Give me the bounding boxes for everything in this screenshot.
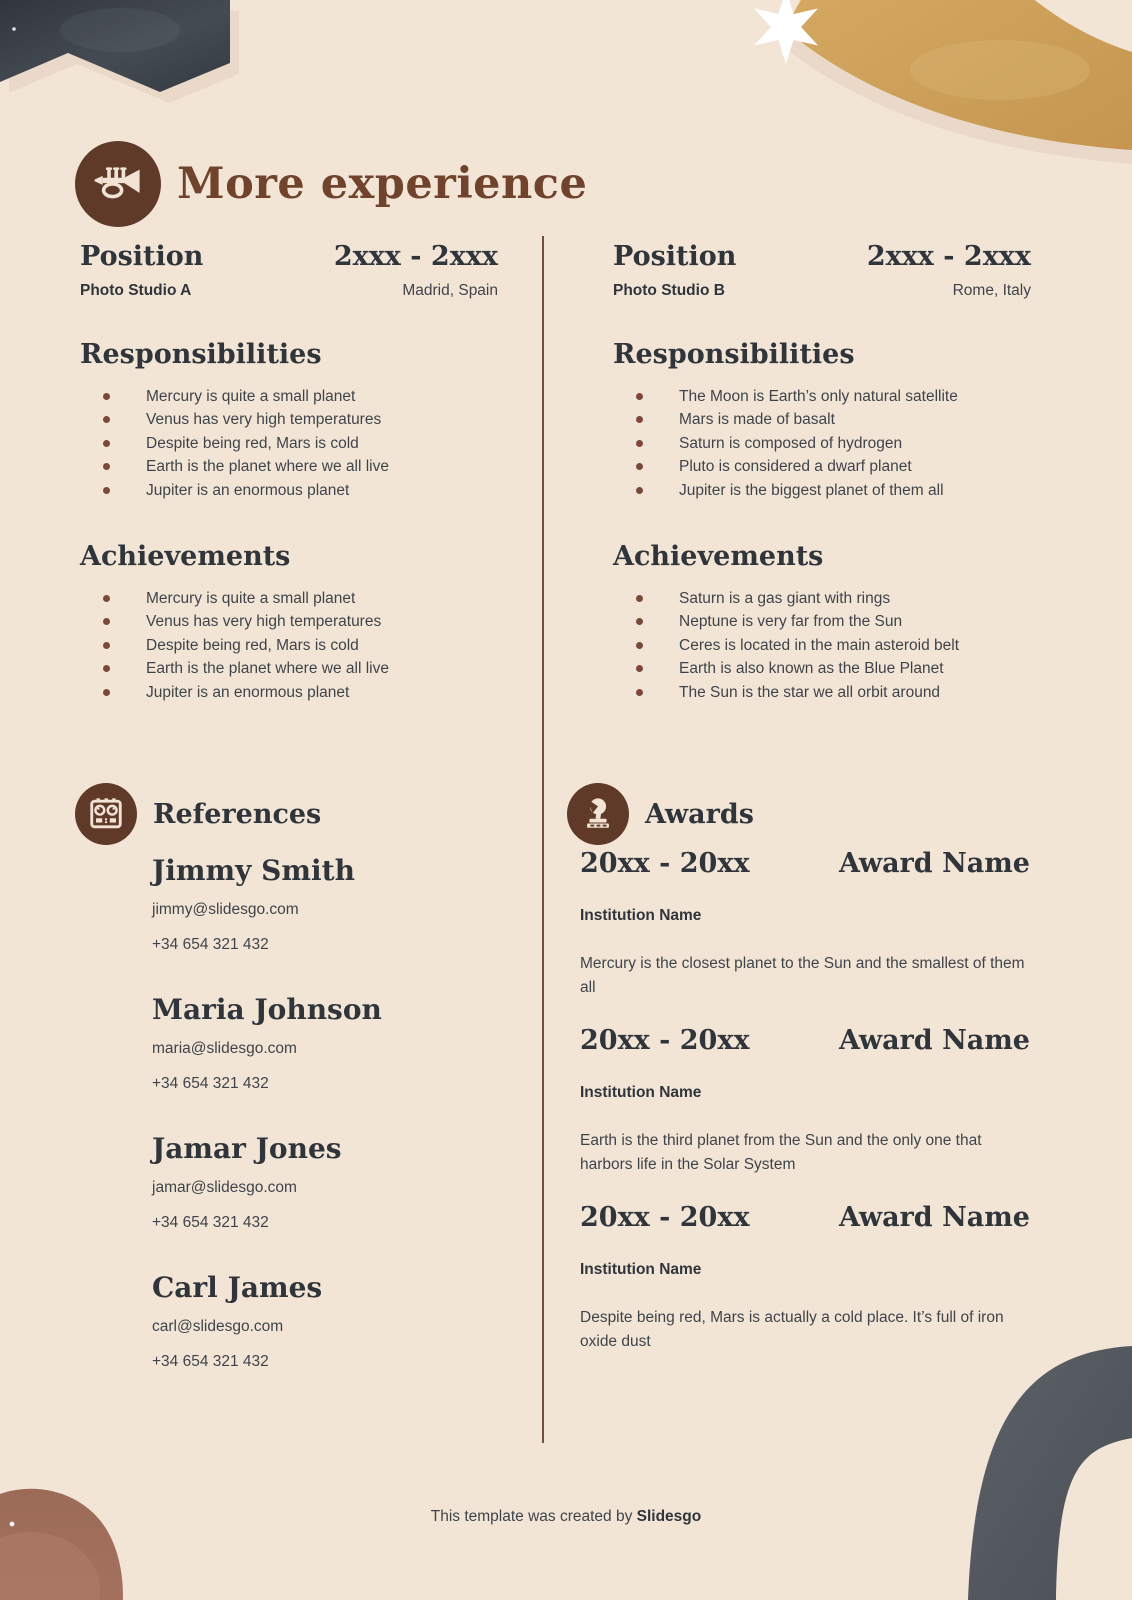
list-item	[613, 455, 1031, 478]
footer-text: This template was created by	[430, 1508, 637, 1525]
responsibilities-list	[80, 385, 498, 502]
bullet-icon	[636, 595, 643, 602]
award-institution: Institution Name	[580, 907, 702, 924]
bullet-text: Mercury is quite a small planet	[146, 388, 356, 405]
bullet-text: The Sun is the star we all orbit around	[679, 683, 941, 701]
responsibilities-heading: Responsibilities	[80, 339, 322, 370]
award-description: Mercury is the closest planet to the Sun and the smallest of them all	[580, 955, 1025, 996]
gold-swoosh-shadow	[778, 0, 1132, 164]
reference-phone: +34 654 321 432	[152, 1353, 269, 1370]
position-heading: Position	[80, 241, 204, 272]
achievements-list	[80, 587, 498, 704]
list-item	[80, 408, 498, 431]
reference-name: Carl James	[152, 1271, 323, 1304]
reference-email: carl@slidesgo.com	[152, 1318, 284, 1335]
bullet-icon	[103, 487, 110, 494]
column-divider	[542, 236, 544, 1443]
awards-icon-circle	[567, 783, 629, 845]
awards-section	[567, 783, 1030, 1378]
reference-phone: +34 654 321 432	[152, 1075, 269, 1092]
list-item	[80, 681, 498, 704]
reference-name: Jimmy Smith	[152, 854, 355, 887]
company-name: Photo Studio B	[613, 282, 725, 299]
reference-email: jimmy@slidesgo.com	[152, 901, 299, 918]
bullet-text: Jupiter is the biggest planet of them all	[679, 481, 944, 499]
award-entry	[580, 847, 1030, 1000]
bullet-text: Earth is the planet where we all live	[146, 458, 389, 476]
awards-title: Awards	[645, 798, 754, 830]
page-title: More experience	[177, 159, 588, 209]
bullet-text: Despite being red, Mars is cold	[146, 636, 359, 654]
list-item	[613, 634, 1031, 657]
award-entry	[580, 1201, 1030, 1354]
page-header	[75, 141, 587, 227]
gold-swoosh	[786, 0, 1132, 150]
bullet-icon	[636, 665, 643, 672]
bullet-icon	[636, 487, 643, 494]
responsibilities-heading: Responsibilities	[613, 339, 855, 370]
references-icon-circle	[75, 783, 137, 845]
bullet-text: Saturn is a gas giant with rings	[679, 590, 891, 608]
award-dates: 20xx - 20xx	[580, 1202, 750, 1233]
speck	[12, 27, 16, 31]
responsibilities-list	[613, 385, 1031, 502]
list-item	[80, 657, 498, 680]
position-dates: 2xxx - 2xxx	[866, 241, 1031, 272]
bullet-text: Mercury is quite a small planet	[146, 590, 356, 608]
bullet-icon	[103, 618, 110, 625]
reference-entry	[152, 1132, 505, 1232]
award-description: Earth is the third planet from the Sun and the only one that harbors life in the Solar System	[580, 1132, 982, 1173]
radio-icon	[87, 795, 125, 833]
award-institution: Institution Name	[580, 1261, 702, 1278]
list-item	[80, 587, 498, 610]
gramophone-icon	[579, 795, 617, 833]
bullet-text: Despite being red, Mars is cold	[146, 434, 359, 452]
award-dates: 20xx - 20xx	[580, 848, 750, 879]
award-dates: 20xx - 20xx	[580, 1025, 750, 1056]
position-heading: Position	[613, 241, 737, 272]
list-item	[613, 587, 1031, 610]
experience-column-b	[613, 240, 1031, 704]
achievements-list	[613, 587, 1031, 704]
list-item	[613, 479, 1031, 502]
reference-email: maria@slidesgo.com	[152, 1040, 297, 1057]
bullet-icon	[103, 416, 110, 423]
bullet-text: Venus has very high temperatures	[146, 411, 382, 429]
dark-texture	[60, 8, 180, 52]
bullet-icon	[103, 642, 110, 649]
slate-curve-shape	[968, 1346, 1132, 1600]
award-name: Award Name	[838, 1025, 1030, 1056]
list-item	[613, 408, 1031, 431]
bullet-icon	[636, 393, 643, 400]
references-section	[75, 783, 505, 1410]
bullet-icon	[103, 393, 110, 400]
reference-email: jamar@slidesgo.com	[152, 1179, 297, 1196]
award-entry	[580, 1024, 1030, 1177]
header-icon-circle	[75, 141, 161, 227]
references-title: References	[153, 798, 322, 830]
bullet-text: Earth is the planet where we all live	[146, 660, 389, 678]
experience-column-a	[80, 240, 498, 704]
bullet-text: Ceres is located in the main asteroid belt	[679, 636, 960, 654]
list-item	[80, 479, 498, 502]
bullet-icon	[103, 440, 110, 447]
company-location: Madrid, Spain	[402, 282, 498, 299]
bullet-text: The Moon is Earth’s only natural satellite	[679, 388, 958, 405]
achievements-heading: Achievements	[613, 541, 824, 573]
list-item	[80, 634, 498, 657]
list-item	[80, 432, 498, 455]
bullet-icon	[636, 618, 643, 625]
company-name: Photo Studio A	[80, 282, 192, 299]
achievements-heading: Achievements	[80, 541, 291, 573]
bullet-text: Pluto is considered a dwarf planet	[679, 458, 912, 476]
bullet-text: Neptune is very far from the Sun	[679, 613, 903, 631]
dark-corner-shape	[0, 0, 230, 92]
list-item	[80, 610, 498, 633]
bullet-icon	[103, 665, 110, 672]
list-item	[613, 385, 1031, 408]
footer	[0, 1508, 1132, 1526]
bullet-text: Saturn is composed of hydrogen	[679, 434, 903, 452]
list-item	[613, 610, 1031, 633]
list-item	[613, 432, 1031, 455]
bullet-icon	[103, 595, 110, 602]
company-location: Rome, Italy	[952, 282, 1031, 299]
award-name: Award Name	[838, 848, 1030, 879]
terracotta-blob	[0, 1489, 123, 1600]
terracotta-texture	[0, 1532, 100, 1600]
list-item	[613, 657, 1031, 680]
bullet-text: Jupiter is an enormous planet	[146, 683, 350, 701]
award-institution: Institution Name	[580, 1084, 702, 1101]
reference-phone: +34 654 321 432	[152, 1214, 269, 1231]
bullet-icon	[636, 416, 643, 423]
footer-brand: Slidesgo	[636, 1508, 702, 1525]
gold-texture	[910, 40, 1090, 100]
reference-name: Jamar Jones	[152, 1132, 342, 1165]
bullet-text: Jupiter is an enormous planet	[146, 481, 350, 499]
bullet-icon	[636, 642, 643, 649]
bullet-icon	[103, 689, 110, 696]
bullet-icon	[103, 463, 110, 470]
reference-phone: +34 654 321 432	[152, 936, 269, 953]
bullet-text: Earth is also known as the Blue Planet	[679, 660, 944, 678]
trumpet-icon	[91, 164, 145, 204]
list-item	[80, 385, 498, 408]
bullet-icon	[636, 463, 643, 470]
bullet-icon	[636, 440, 643, 447]
award-description: Despite being red, Mars is actually a cold place. It’s full of iron oxide dust	[580, 1309, 1004, 1350]
reference-name: Maria Johnson	[152, 993, 382, 1026]
list-item	[613, 681, 1031, 704]
bullet-icon	[636, 689, 643, 696]
bullet-text: Venus has very high temperatures	[146, 613, 382, 631]
star-icon	[754, 0, 818, 64]
position-dates: 2xxx - 2xxx	[333, 241, 498, 272]
reference-entry	[152, 1271, 505, 1371]
reference-entry	[152, 993, 505, 1093]
list-item	[80, 455, 498, 478]
dark-corner-shadow	[9, 11, 239, 103]
bullet-text: Mars is made of basalt	[679, 411, 835, 429]
award-name: Award Name	[838, 1202, 1030, 1233]
reference-entry	[152, 854, 505, 954]
